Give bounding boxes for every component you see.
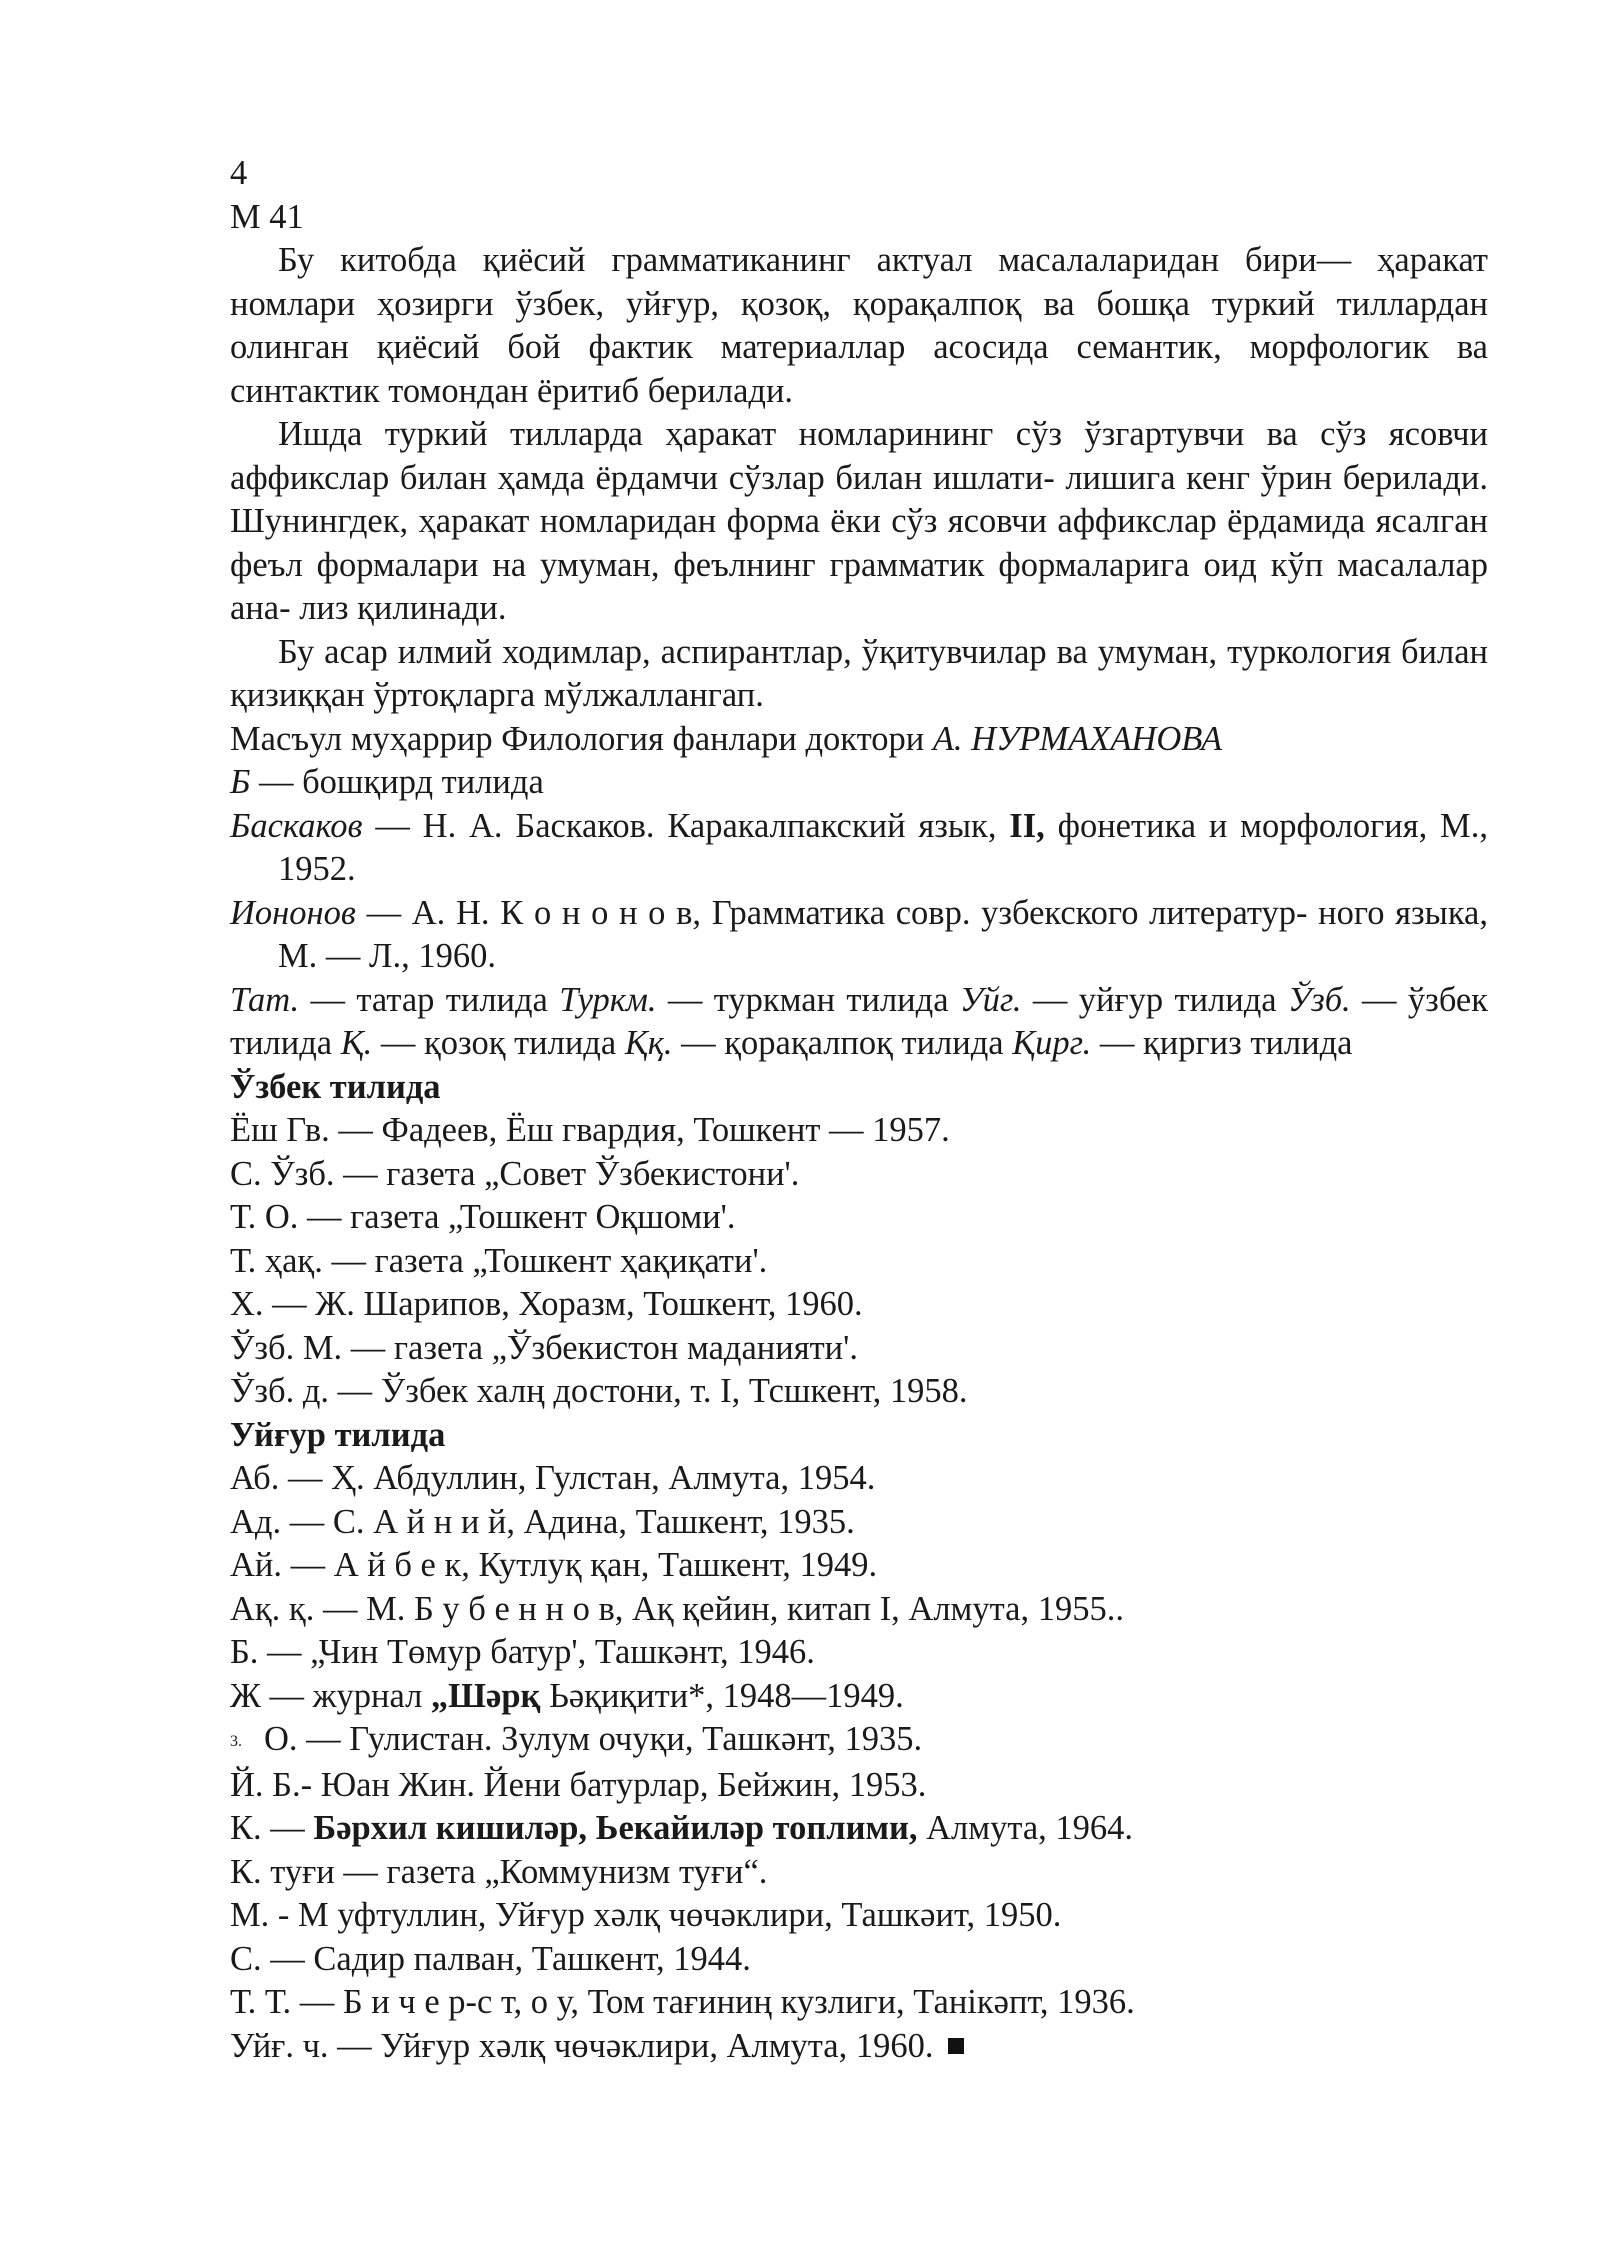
section-heading-uyghur: Уйғур тилида <box>230 1415 446 1454</box>
abbreviation-entry <box>230 892 1488 979</box>
source-entry: С. — Садир палван, Ташкент, 1944. <box>230 1939 751 1978</box>
entry-text: Алмута, 1964. <box>917 1809 1134 1848</box>
entry-text: Уйғ. ч. — Уйғур хәлқ чөчәклири, Алмута, 1960. <box>230 2026 934 2065</box>
source-entry: Т. Т. — Б и ч е р-с т, о у, Том тағиниң кузлиги, Танікәпт, 1936. <box>230 1983 1135 2022</box>
abbr-definition: — уйғур тилида <box>1021 980 1289 1019</box>
source-entry: Й. Б.- Юан Жин. Йени батурлар, Бейжин, 1953. <box>230 1765 927 1804</box>
source-entry <box>230 1718 1488 1764</box>
editor-label: Масъул муҳаррир Филология фанлари доктори <box>230 719 933 758</box>
abbr-term: Уйг. <box>959 980 1022 1019</box>
abbr-definition: — бошқирд тилида <box>250 763 544 801</box>
annotation-paragraph: Ишда туркий тилларда ҳаракат номларининг сўз ўзгартувчи ва сўз ясовчи аффикслар билан ҳамда ёрдамчи сўзлар билан ишлати- лишига кенг ўрин берилади. Шунингдек, ҳаракат номларидан форма ёки сўз ясовчи аффикслар ёрдамида ясалган феъл формалари на умуман, феълнинг грамматик формаларига оид кўп масалалар ана- лиз қилинади. <box>230 415 1488 627</box>
abbr-definition: — қиргиз тилида <box>1091 1024 1353 1062</box>
abbr-definition: — қозоқ тилида <box>372 1024 625 1062</box>
annotation-paragraph: Бу китобда қиёсий грамматиканинг актуал масалаларидан бири— ҳаракат номлари ҳозирги ўзбек, уйғур, қозоқ, қорақалпоқ ва бошқа туркий тиллардан олинган қиёсий бой фактик материаллар асосида семантик, морфологик ва синтактик томондан ёритиб берилади. <box>230 241 1488 410</box>
source-entry: Ад. — С. А й н и й, Адина, Ташкент, 1935. <box>230 1502 855 1541</box>
editor-name: А. НУРМАХАНОВА <box>932 719 1223 758</box>
abbr-term: Тат. <box>230 980 300 1019</box>
source-entry: Ай. — А й б е к, Кутлуқ қан, Ташкент, 1949. <box>230 1546 878 1584</box>
abbr-definition: — туркман тилида <box>656 980 960 1019</box>
entry-text: Ж — журнал <box>230 1676 431 1715</box>
abbr-definition: — қорақалпоқ тилида <box>672 1024 1013 1062</box>
entry-text: К. — <box>230 1809 314 1848</box>
abbreviation-entry <box>230 761 1488 805</box>
source-entry: Ёш Гв. — Фадеев, Ёш гвардия, Тошкент — 1957. <box>230 1111 950 1149</box>
abbreviation-entry <box>230 805 1488 892</box>
abbr-term: Иононов <box>230 893 356 932</box>
source-entry: Ўзб. М. — газета „Ўзбекистон маданияти'. <box>230 1328 858 1367</box>
abbr-definition: — татар тилида <box>299 980 560 1019</box>
end-mark-icon <box>948 2038 964 2054</box>
source-entry: С. Ўзб. — газета „Совет Ўзбекистони'. <box>230 1154 800 1193</box>
entry-bold: Бәрхил кишиләр, Ьекайиләр топлими, <box>313 1809 918 1848</box>
entry-text: О. — Гулистан. Зулум очуқи, Ташкәнт, 1935. <box>264 1720 923 1758</box>
abbreviation-paragraph <box>230 979 1488 1066</box>
abbr-term: Туркм. <box>559 980 657 1019</box>
abbr-term: Қ. <box>340 1024 373 1062</box>
source-entry: X. — Ж. Шарипов, Хоразм, Тошкент, 1960. <box>230 1285 863 1323</box>
entry-bold: „Шәрқ <box>430 1676 541 1715</box>
editor-line <box>230 718 1488 762</box>
abbr-term: Ққ. <box>624 1024 673 1062</box>
abbr-term: Ўзб. <box>1288 980 1351 1019</box>
source-entry: Т. О. — газета „Тошкент Оқшоми'. <box>230 1198 736 1236</box>
source-entry: Ақ. қ. — М. Б у б е н н о в, Ақ қейин, китап I, Алмута, 1955.. <box>230 1589 1124 1628</box>
source-entry: Аб. — Ҳ. Абдуллин, Гулстан, Алмута, 1954. <box>230 1459 876 1497</box>
abbr-term: Баскаков <box>230 806 363 845</box>
abbr-definition: фонетика и морфология, М., 1952. <box>278 806 1488 888</box>
source-entry: Б. — „Чин Төмур батур', Ташкәнт, 1946. <box>230 1633 815 1671</box>
source-entry <box>230 2025 1488 2069</box>
abbr-definition: — А. Н. К о н о н о в, Грамматика совр. узбекского литератур- ного языка, М. — Л., 1960. <box>278 893 1488 975</box>
abbr-term: Б <box>230 763 251 801</box>
annotation-paragraph: Бу асар илмий ходимлар, аспирантлар, ўқитувчилар ва умуман, туркология билан қизиққан ўртоқларга мўлжаллангап. <box>230 632 1488 714</box>
document-page <box>230 152 1488 2068</box>
small-marker: 3. <box>230 1733 242 1751</box>
section-heading-uzbek: Ўзбек тилида <box>230 1067 441 1106</box>
source-entry <box>230 1675 1488 1719</box>
source-entry: Т. ҳақ. — газета „Тошкент ҳақиқати'. <box>230 1241 768 1280</box>
catalog-code: М 41 <box>230 197 304 236</box>
page-number: 4 <box>230 154 248 192</box>
abbr-term: Қирг. <box>1012 1024 1092 1062</box>
abbr-volume: II, <box>1009 806 1045 845</box>
source-entry: М. - М уфтуллин, Уйғур хәлқ чөчәклири, Ташкәит, 1950. <box>230 1896 1062 1935</box>
source-entry <box>230 1807 1488 1851</box>
abbr-definition: — Н. А. Баскаков. Каракалпакский язык, <box>362 806 1010 845</box>
source-entry: К. туғи — газета „Коммунизм туғи“. <box>230 1852 768 1891</box>
source-entry: Ўзб. д. — Ўзбек халң достони, т. I, Тсшкент, 1958. <box>230 1372 968 1410</box>
abbr-definition: — ўзбек тилида <box>230 980 1488 1062</box>
entry-text: Ьәқиқити*, 1948—1949. <box>540 1676 904 1715</box>
